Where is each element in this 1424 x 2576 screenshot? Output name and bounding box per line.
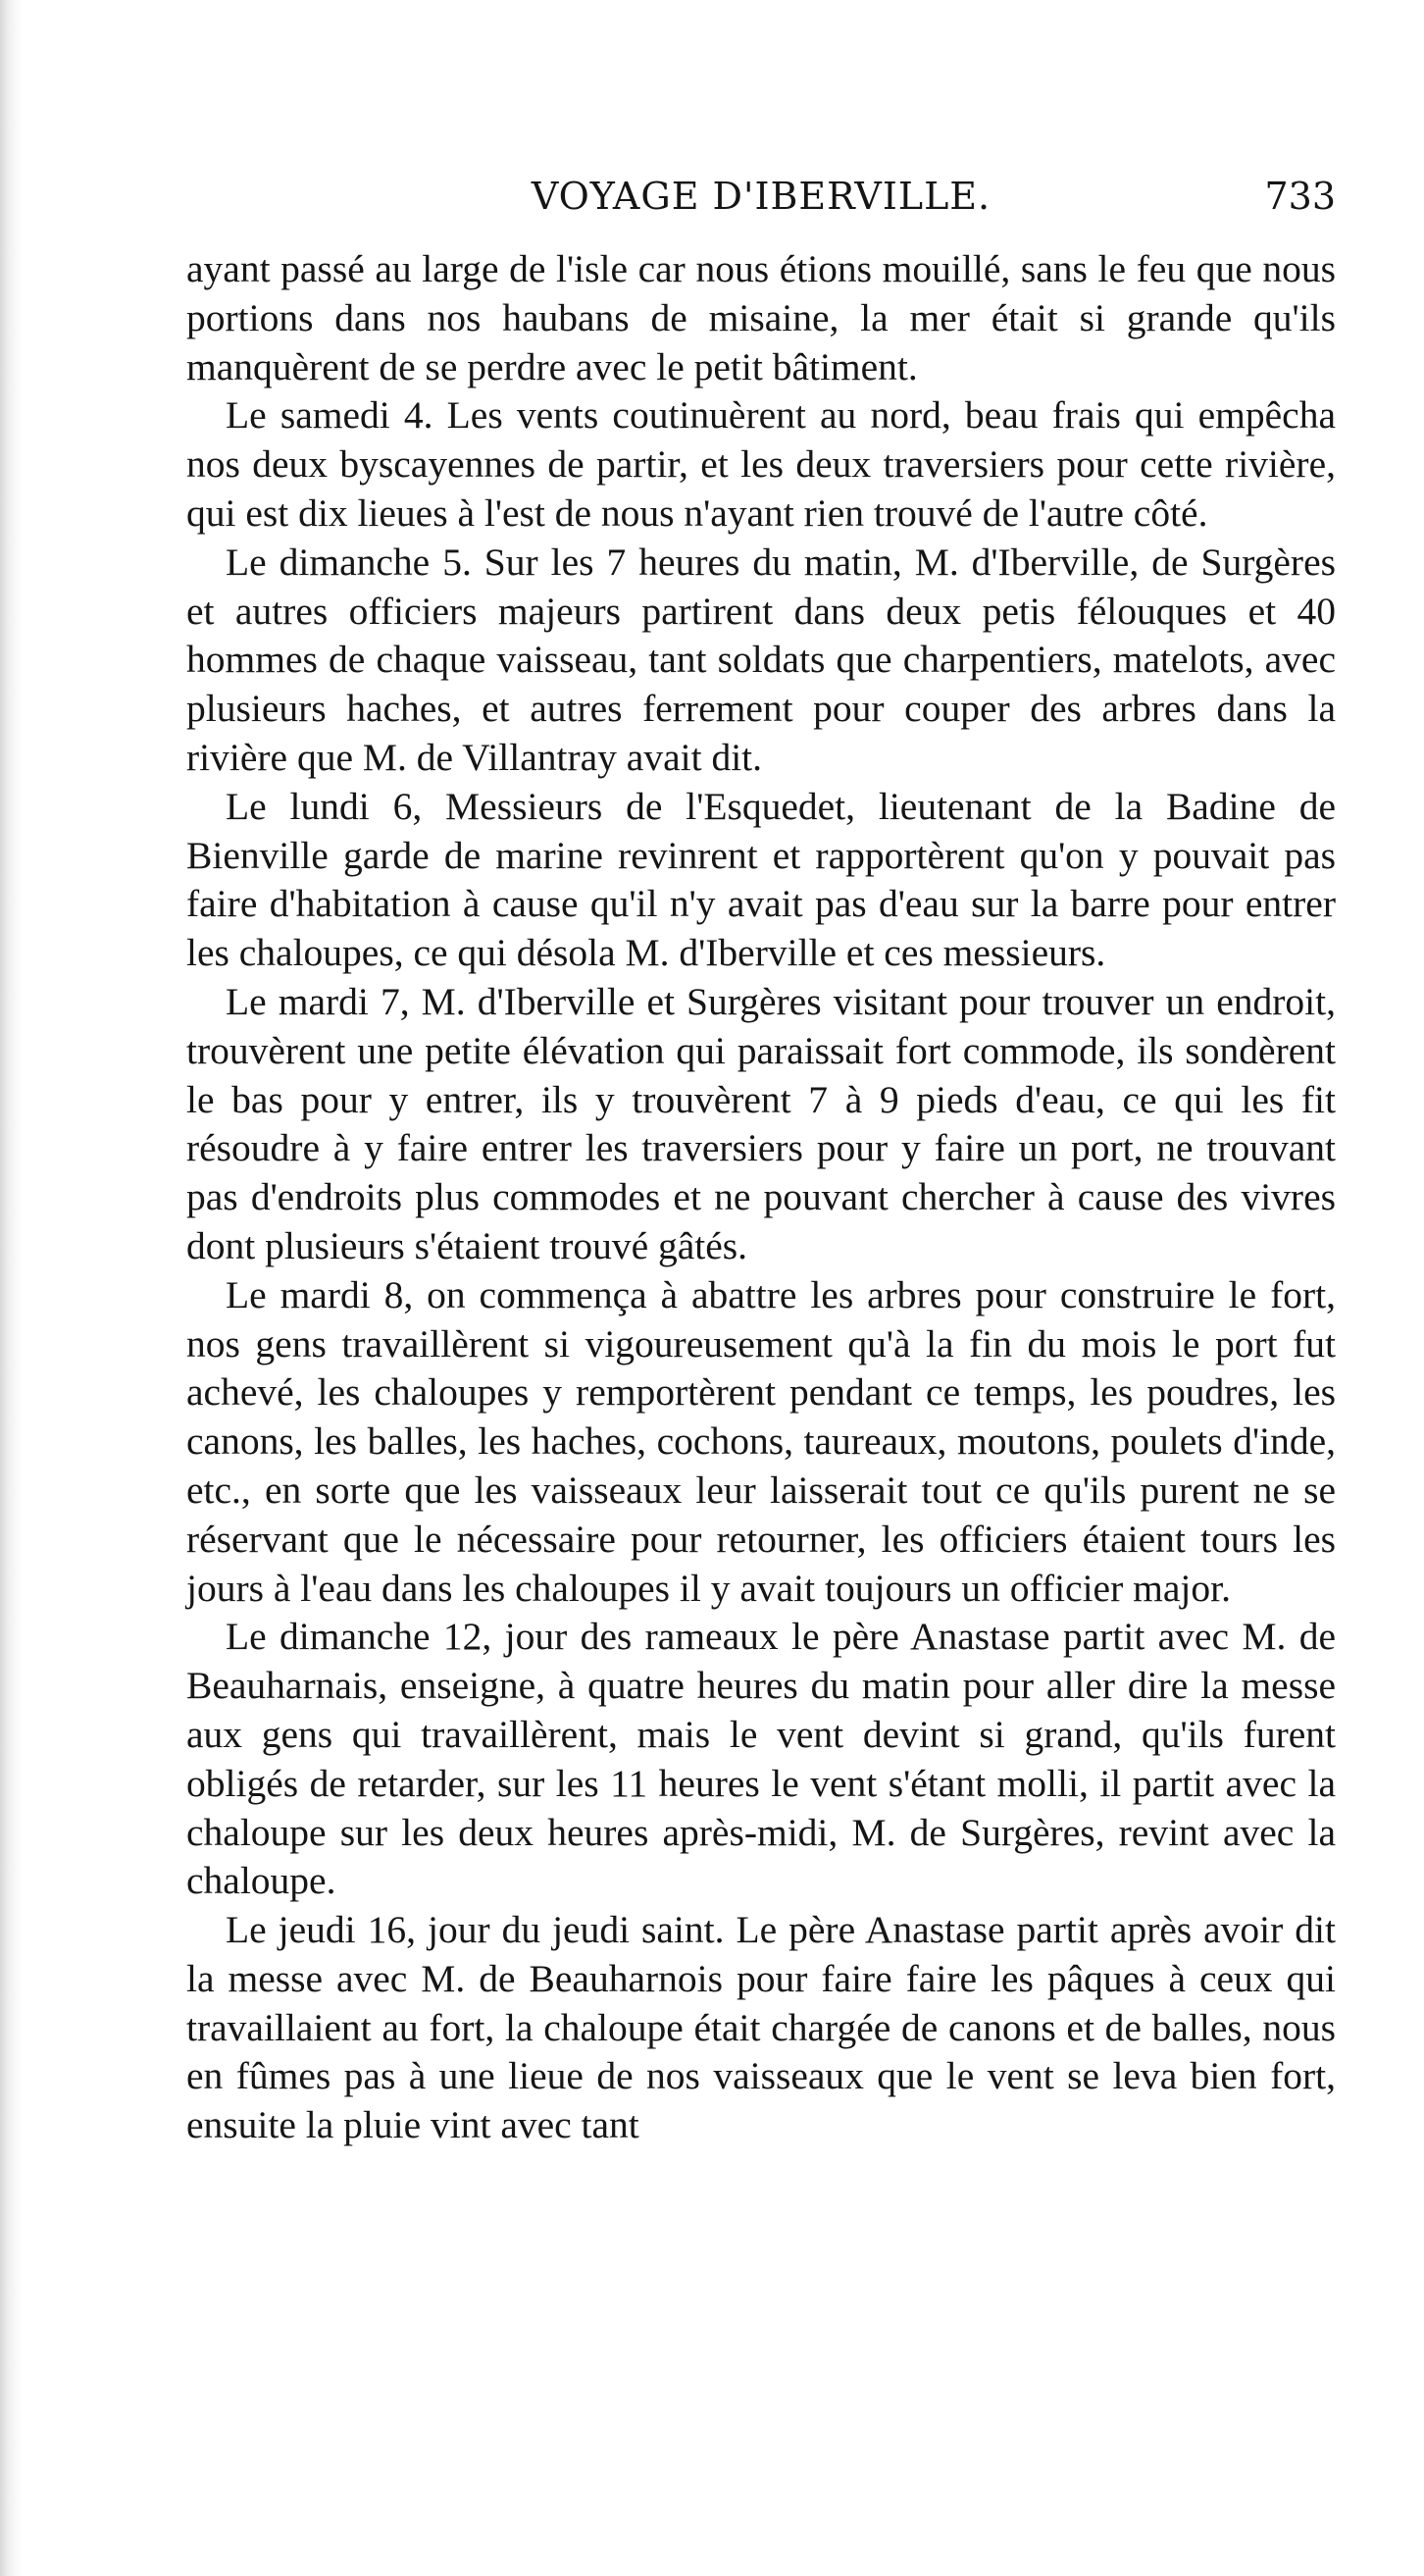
paragraph: Le mardi 7, M. d'Iberville et Surgères visitant pour trouver un endroit, trouvèrent une petite élévation qui paraissait fort commode, ils sondèrent le bas pour y entrer, ils y trouvèrent 7 à 9 pieds d'eau, ce qui les fit résoudre à y faire entrer les traversiers pour y faire un port, ne trouvant pas d'endroits plus commodes et ne pouvant chercher à cause des vivres dont plusieurs s'étaient trouvé gâtés. [186,979,1336,1267]
body-text [186,245,1336,2150]
paragraph: ayant passé au large de l'isle car nous étions mouillé, sans le feu que nous portions dans nos haubans de misaine, la mer était si grande qu'ils manquèrent de se perdre avec le petit bâtiment. [186,247,1336,388]
running-title: VOYAGE D'IBERVILLE. [531,175,992,218]
paragraph: Le samedi 4. Les vents coutinuèrent au nord, beau frais qui empêcha nos deux byscayennes de partir, et les deux traversiers pour cette rivière, qui est dix lieues à l'est de nous n'ayant rien trouvé de l'autre côté. [186,393,1336,535]
paragraph: Le lundi 6, Messieurs de l'Esquedet, lieutenant de la Badine de Bienville garde de marine revinrent et rapportèrent qu'on y pouvait pas faire d'habitation à cause qu'il n'y avait pas d'eau sur la barre pour entrer les chaloupes, ce qui désola M. d'Iberville et ces messieurs. [186,784,1336,975]
paragraph: Le dimanche 12, jour des rameaux le père Anastase partit avec M. de Beauharnais, enseigne, à quatre heures du matin pour aller dire la messe aux gens qui travaillèrent, mais le vent devint si grand, qu'ils furent obligés de retarder, sur les 11 heures le vent s'étant molli, il partit avec la chaloupe sur les deux heures après-midi, M. de Surgères, revint avec la chaloupe. [186,1615,1336,1903]
page-header [186,167,1336,226]
page-number: 733 [1264,175,1336,218]
paragraph: Le jeudi 16, jour du jeudi saint. Le père Anastase partit après avoir dit la messe avec M. de Beauharnois pour faire faire les pâques à ceux qui travaillaient au fort, la chaloupe était chargée de canons et de balles, nous en fûmes pas à une lieue de nos vaisseaux que le vent se leva bien fort, ensuite la pluie vint avec tant [186,1908,1336,2147]
paragraph: Le dimanche 5. Sur les 7 heures du matin, M. d'Iberville, de Surgères et autres officiers majeurs partirent dans deux petis félouques et 40 hommes de chaque vaisseau, tant soldats que charpentiers, matelots, avec plusieurs haches, et autres ferrement pour couper des arbres dans la rivière que M. de Villantray avait dit. [186,540,1336,779]
paragraph: Le mardi 8, on commença à abattre les arbres pour construire le fort, nos gens travaillèrent si vigoureusement qu'à la fin du mois le port fut achevé, les chaloupes y remportèrent pendant ce temps, les poudres, les canons, les balles, les haches, cochons, taureaux, moutons, poulets d'inde, etc., en sorte que les vaisseaux leur laisserait tout ce qu'ils purent ne se réservant que le nécessaire pour retourner, les officiers étaient tours les jours à l'eau dans les chaloupes il y avait toujours un officier major. [186,1272,1336,1610]
page-edge-shadow [0,0,22,2576]
